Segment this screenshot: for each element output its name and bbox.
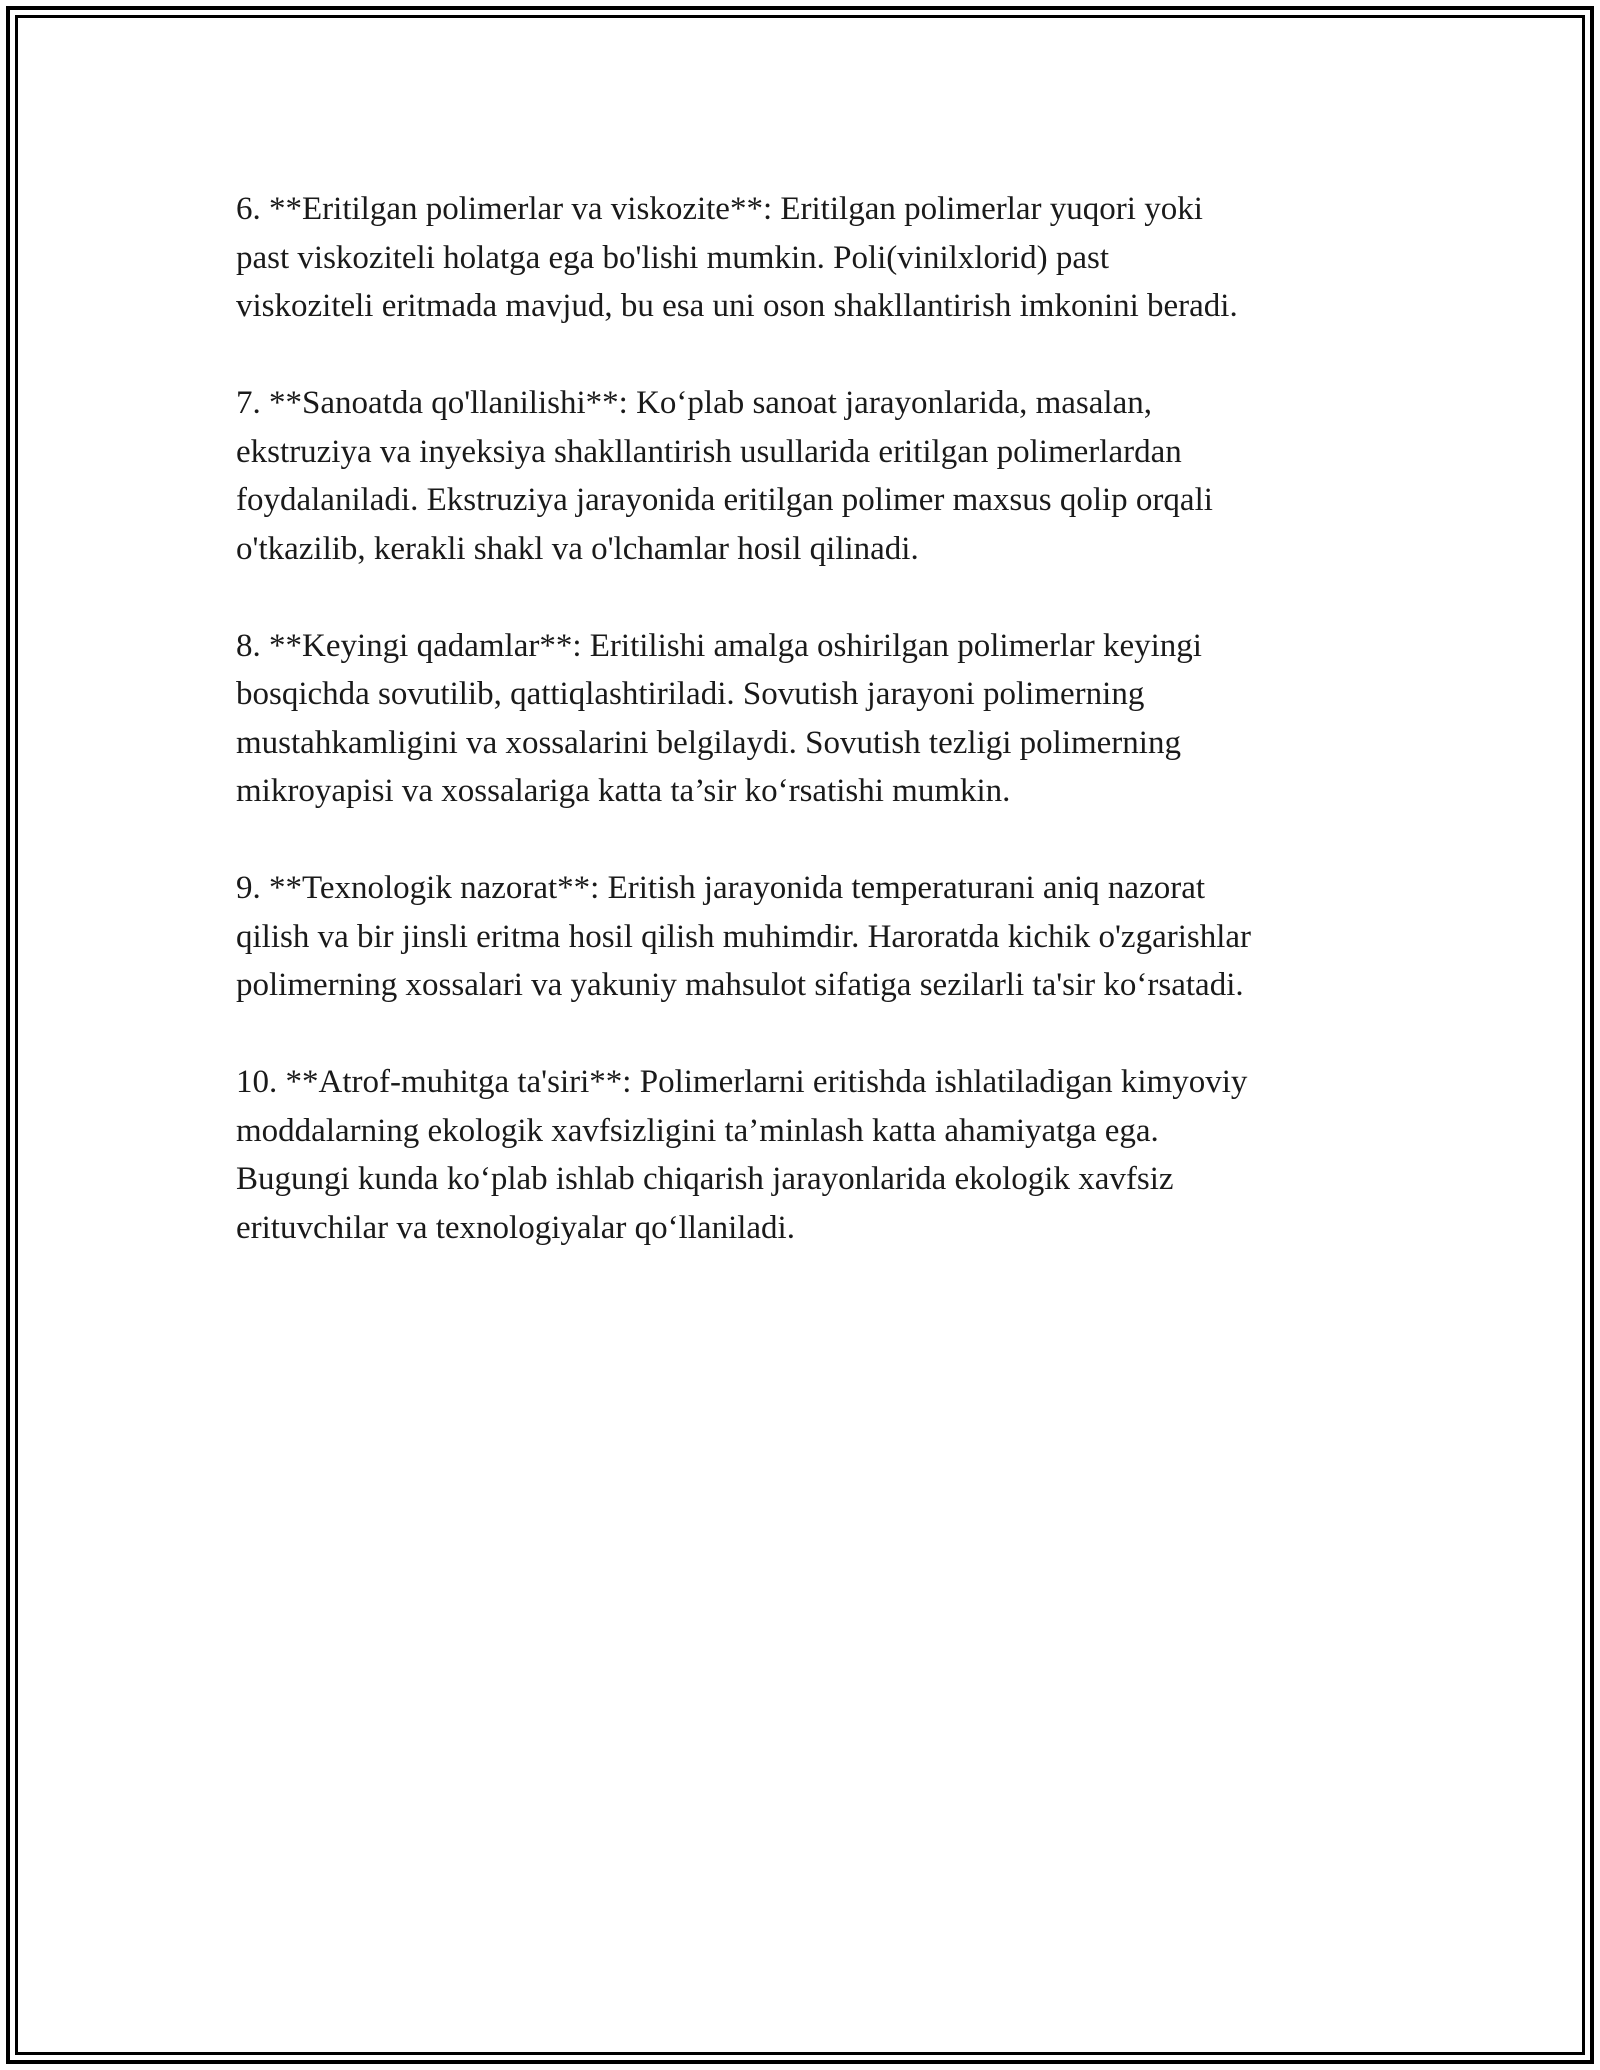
text-line: qilish va bir jinsli eritma hosil qilish muhimdir. Haroratda kichik o'zgarishlar (236, 918, 1252, 955)
paragraph-10 (236, 1058, 1396, 1252)
text-line: Bugungi kunda ko‘plab ishlab chiqarish jarayonlarida ekologik xavfsiz (236, 1161, 1174, 1197)
text-line: 10. **Atrof-muhitga ta'siri**: Polimerlarni eritishda ishlatiladigan kimyoviy (236, 1064, 1248, 1100)
text-line: mikroyapisi va xossalariga katta ta’sir ko‘rsatishi mumkin. (236, 773, 1011, 809)
paragraph-9 (236, 864, 1396, 1010)
paragraph-6 (236, 185, 1396, 331)
text-line: mustahkamligini va xossalarini belgilaydi. Sovutish tezligi polimerning (236, 724, 1181, 761)
text-line: foydalaniladi. Ekstruziya jarayonida eritilgan polimer maxsus qolip orqali (236, 482, 1213, 518)
paragraph-8 (236, 622, 1396, 816)
text-line: ekstruziya va inyeksiya shakllantirish usullarida eritilgan polimerlardan (236, 433, 1182, 470)
text-line: polimerning xossalari va yakuniy mahsulot sifatiga sezilarli ta'sir ko‘rsatadi. (236, 967, 1244, 1003)
text-line: 7. **Sanoatda qo'llanilishi**: Ko‘plab sanoat jarayonlarida, masalan, (236, 385, 1152, 421)
text-line: 6. **Eritilgan polimerlar va viskozite**: Eritilgan polimerlar yuqori yoki (236, 191, 1203, 227)
text-line: erituvchilar va texnologiyalar qo‘llaniladi. (236, 1209, 795, 1246)
text-line: 9. **Texnologik nazorat**: Eritish jarayonida temperaturani aniq nazorat (236, 870, 1206, 906)
text-line: bosqichda sovutilib, qattiqlashtiriladi. Sovutish jarayoni polimerning (236, 676, 1145, 712)
text-line: viskoziteli eritmada mavjud, bu esa uni oson shakllantirish imkonini beradi. (236, 288, 1238, 324)
paragraph-7 (236, 379, 1396, 573)
text-line: past viskoziteli holatga ega bo'lishi mumkin. Poli(vinilxlorid) past (236, 239, 1110, 276)
text-line: o'tkazilib, kerakli shakl va o'lchamlar hosil qilinadi. (236, 530, 919, 567)
text-line: 8. **Keyingi qadamlar**: Eritilishi amalga oshirilgan polimerlar keyingi (236, 627, 1202, 664)
document-body (236, 185, 1396, 1301)
text-line: moddalarning ekologik xavfsizligini ta’minlash katta ahamiyatga ega. (236, 1112, 1159, 1149)
